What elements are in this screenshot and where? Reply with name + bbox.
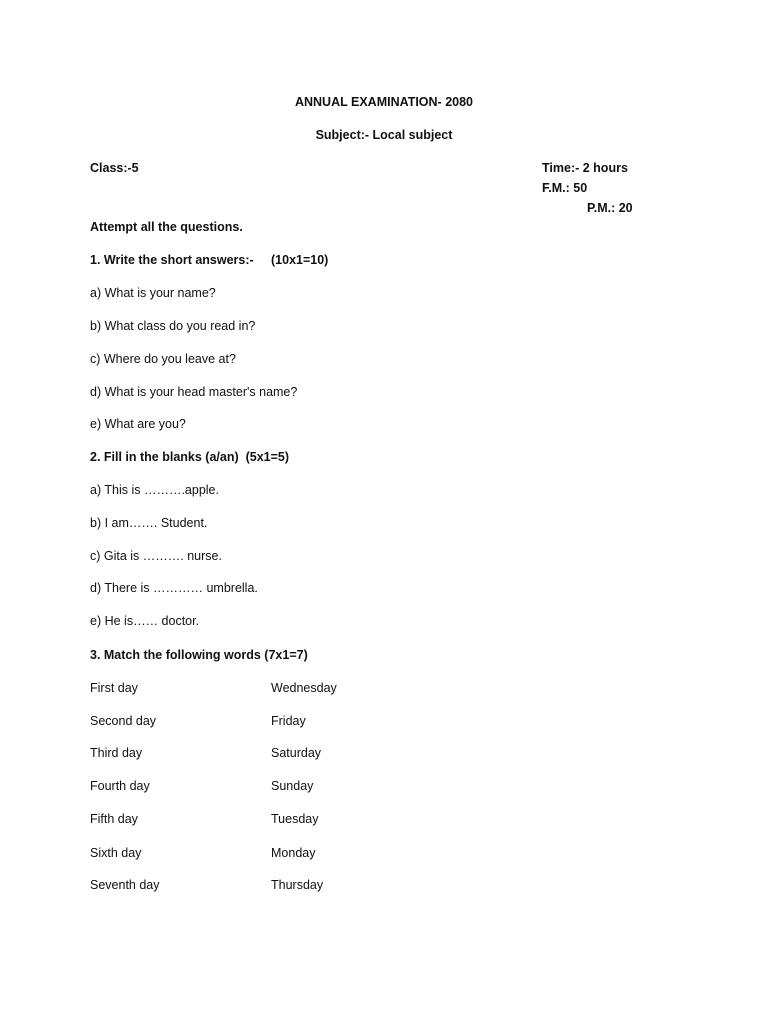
time-label: Time:- 2 hours (542, 161, 628, 175)
pass-marks-label: P.M.: 20 (587, 201, 633, 215)
match-left-item: Sixth day (90, 846, 142, 860)
instruction: Attempt all the questions. (90, 220, 243, 234)
match-left-item: First day (90, 681, 138, 695)
q1-item: c) Where do you leave at? (90, 352, 236, 366)
match-right-item: Wednesday (271, 681, 337, 695)
match-right-item: Thursday (271, 878, 324, 892)
subject-line: Subject:- Local subject (315, 128, 453, 142)
full-marks-label: F.M.: 50 (542, 181, 588, 195)
match-left-item: Second day (90, 714, 157, 728)
q1-item: d) What is your head master's name? (90, 385, 298, 399)
q1-heading: 1. Write the short answers:- (90, 253, 254, 267)
q2-item: d) There is ………… umbrella. (90, 581, 258, 595)
match-right-item: Saturday (271, 746, 322, 760)
q2-item: e) He is…… doctor. (90, 614, 200, 628)
q2-item: c) Gita is ………. nurse. (90, 549, 222, 563)
q2-item: b) I am……. Student. (90, 516, 208, 530)
match-right-item: Sunday (271, 779, 314, 793)
match-right-item: Tuesday (271, 812, 319, 826)
match-right-item: Friday (271, 714, 306, 728)
q2-heading: 2. Fill in the blanks (a/an) (5x1=5) (90, 450, 290, 464)
match-left-item: Third day (90, 746, 143, 760)
class-label: Class:-5 (90, 161, 139, 175)
q2-item: a) This is ……….apple. (90, 483, 219, 497)
match-left-item: Seventh day (90, 878, 160, 892)
match-left-item: Fifth day (90, 812, 138, 826)
q1-item: a) What is your name? (90, 286, 216, 300)
exam-title: ANNUAL EXAMINATION- 2080 (294, 95, 474, 109)
match-left-item: Fourth day (90, 779, 150, 793)
q1-item: e) What are you? (90, 417, 186, 431)
q1-marks: (10x1=10) (271, 253, 329, 267)
q1-item: b) What class do you read in? (90, 319, 256, 333)
q3-heading: 3. Match the following words (7x1=7) (90, 648, 308, 662)
match-right-item: Monday (271, 846, 316, 860)
